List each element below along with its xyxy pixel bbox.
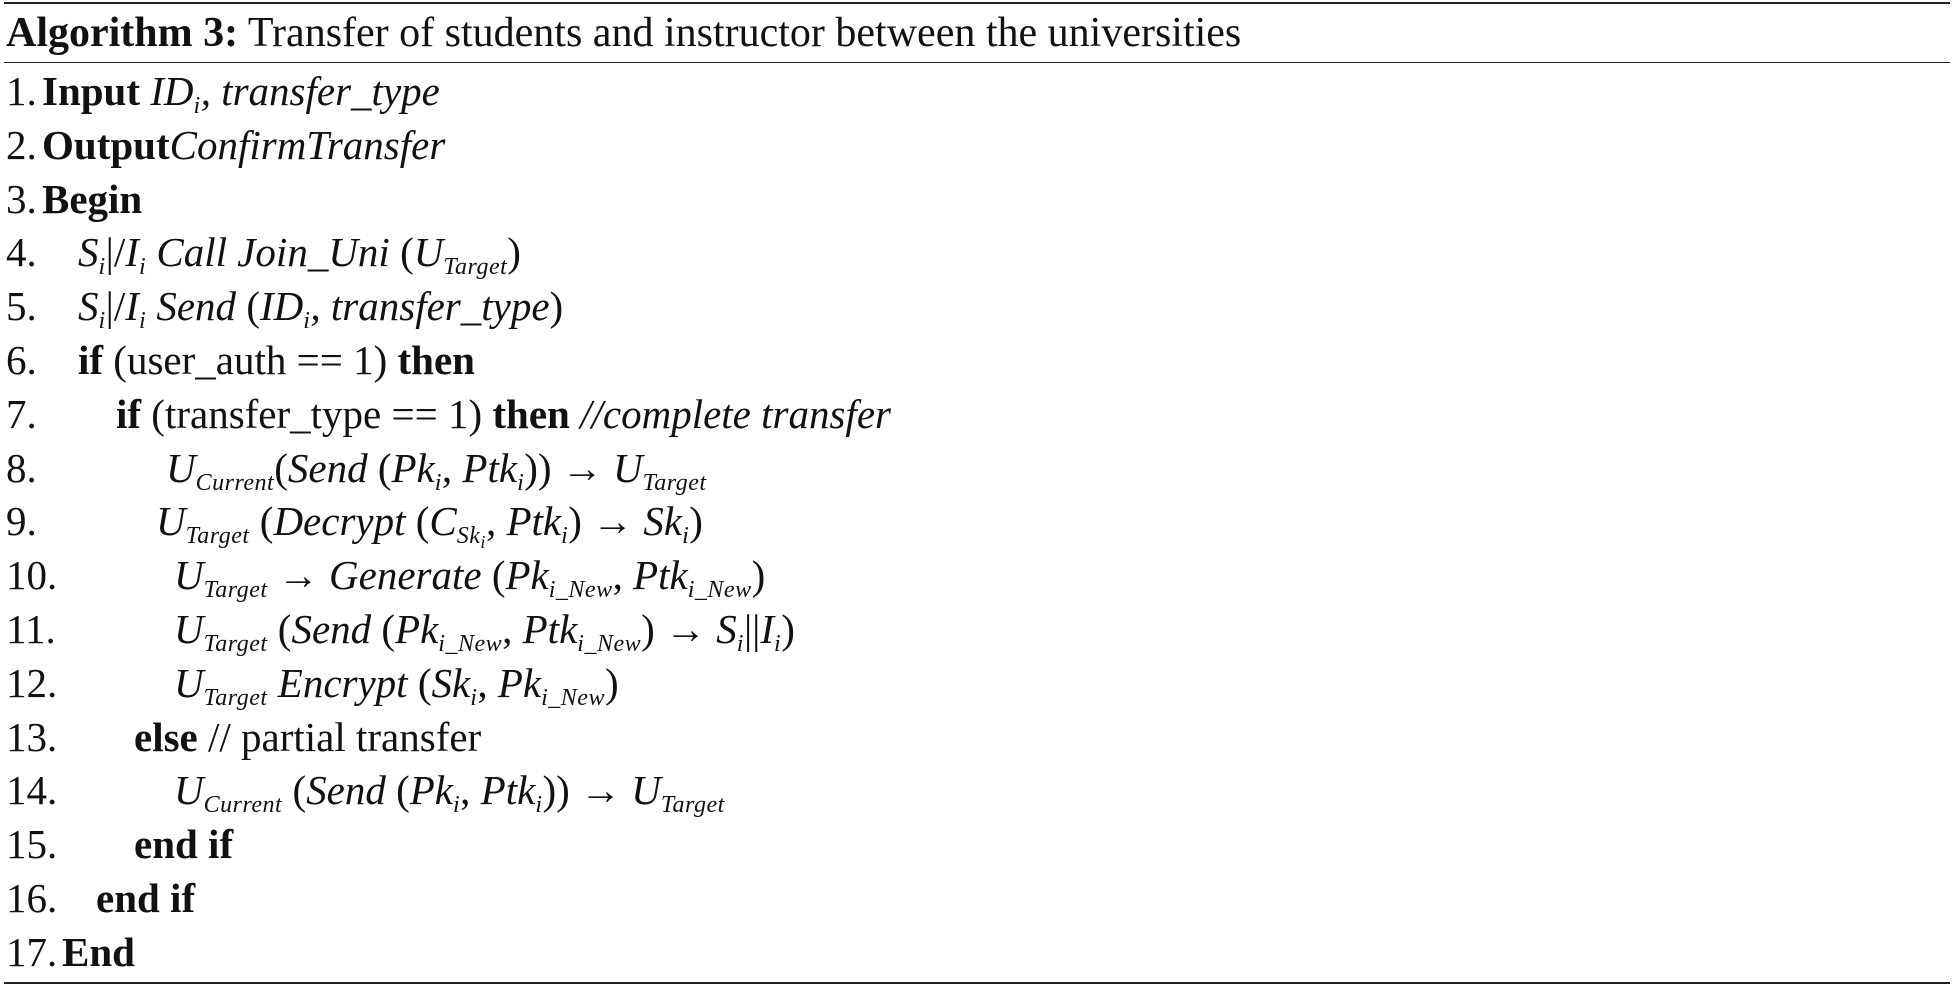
arrow: →	[654, 605, 717, 652]
sub: Target	[185, 523, 250, 550]
sub: i	[303, 308, 311, 335]
algorithm-line-12	[4, 657, 1950, 711]
var-c: C	[429, 498, 457, 545]
arrow: →	[569, 767, 632, 814]
keyword-end: End	[62, 928, 135, 975]
arrow: →	[551, 444, 614, 491]
var-i: I	[125, 229, 139, 276]
paren: )	[689, 498, 703, 545]
line-number: 7.	[6, 390, 37, 437]
paren: (	[367, 444, 392, 491]
line-number: 3.	[6, 175, 37, 222]
paren: )	[568, 498, 582, 545]
var-ptk: Ptk	[480, 767, 536, 814]
var-id: ID	[150, 68, 194, 114]
var-sk: Sk	[431, 659, 471, 706]
sub: i_New	[577, 630, 642, 657]
algorithm-box	[4, 2, 1950, 984]
call-join-uni: Call Join_Uni	[156, 229, 390, 276]
separator: ||	[743, 605, 761, 652]
var-ptk: Ptk	[506, 498, 562, 545]
var-s: S	[78, 229, 99, 276]
keyword-output: Output	[42, 121, 170, 168]
line-number: 15.	[6, 821, 58, 868]
sub: i	[193, 93, 201, 119]
algorithm-line-6	[4, 334, 1950, 388]
paren: ))	[542, 767, 570, 814]
var-u: U	[174, 659, 204, 706]
paren: (	[407, 659, 432, 706]
keyword-end-if: end if	[134, 821, 234, 868]
paren: )	[641, 605, 655, 652]
algorithm-line-2	[4, 119, 1950, 173]
algorithm-line-8	[4, 442, 1950, 496]
comma: ,	[502, 605, 523, 652]
paren: (	[371, 605, 396, 652]
line-code	[134, 711, 481, 765]
line-code	[78, 280, 563, 334]
arrow: →	[267, 552, 330, 599]
line-number: 4.	[6, 229, 37, 276]
decrypt: Decrypt	[273, 498, 406, 545]
algorithm-line-7	[4, 388, 1950, 442]
algorithm-line-16	[4, 872, 1950, 926]
var-i: I	[125, 283, 139, 330]
var-transfer-type: , transfer_type	[200, 68, 440, 114]
algorithm-line-9	[4, 495, 1950, 553]
paren: )	[507, 229, 521, 276]
sub: i	[736, 630, 744, 657]
sub: i_New	[548, 577, 613, 604]
comma: ,	[460, 767, 481, 814]
algorithm-line-15	[4, 818, 1950, 872]
condition: (transfer_type == 1)	[141, 390, 493, 437]
paren: (	[405, 498, 430, 545]
line-number: 16.	[6, 874, 58, 921]
encrypt: Encrypt	[267, 659, 408, 706]
algorithm-line-11	[4, 603, 1950, 657]
line-number: 2.	[6, 121, 37, 168]
paren: (	[282, 767, 307, 814]
line-code	[42, 173, 142, 227]
var-u: U	[174, 552, 204, 599]
line-code	[174, 657, 619, 711]
send: Send	[291, 605, 372, 652]
var-pk: Pk	[497, 659, 542, 706]
algorithm-line-17	[4, 926, 1950, 980]
var-pk: Pk	[505, 552, 549, 599]
var-ptk: Ptk	[633, 552, 688, 599]
line-number: 9.	[6, 498, 37, 545]
line-code	[174, 549, 765, 603]
send: Send	[156, 283, 237, 330]
var-pk: Pk	[409, 767, 453, 814]
line-code	[174, 603, 795, 657]
sub: Target	[203, 577, 268, 604]
condition: (user_auth == 1)	[103, 336, 398, 383]
algorithm-line-3	[4, 173, 1950, 227]
line-number: 11.	[6, 605, 56, 652]
sub: i	[561, 523, 569, 550]
sub: Target	[203, 630, 268, 657]
paren: ))	[524, 444, 552, 491]
sub: i	[535, 792, 543, 819]
var-s: S	[78, 283, 99, 330]
line-number: 17.	[6, 928, 58, 975]
algorithm-line-1	[4, 65, 1950, 119]
sub: i	[98, 254, 106, 281]
line-code	[42, 119, 445, 173]
caption-title: Transfer of students and instructor between the universities	[238, 10, 1242, 56]
paren: )	[751, 552, 766, 599]
send: Send	[287, 444, 368, 491]
keyword-if: if	[78, 336, 104, 383]
var-u: U	[174, 605, 204, 652]
var-pk: Pk	[395, 605, 439, 652]
line-number: 12.	[6, 659, 58, 706]
paren: (	[274, 444, 288, 491]
paren: (	[385, 767, 410, 814]
line-code	[78, 226, 521, 280]
var-transfer-type: , transfer_type	[310, 283, 550, 330]
comma: ,	[485, 498, 507, 545]
var-i: I	[760, 605, 775, 652]
sub: i_New	[687, 577, 752, 604]
comma: ,	[477, 659, 498, 706]
sub: i_New	[438, 630, 503, 657]
var-u: U	[613, 444, 643, 491]
comma: ,	[612, 552, 634, 599]
sub: Target	[203, 684, 268, 711]
sub: Target	[660, 792, 725, 819]
line-number: 5.	[6, 283, 37, 330]
var-id: ID	[259, 283, 304, 330]
line-number: 14.	[6, 767, 58, 814]
var-sk: Sk	[643, 498, 683, 545]
line-code	[134, 818, 233, 872]
var-u: U	[413, 229, 444, 276]
sub: Current	[195, 469, 275, 496]
var-u: U	[631, 767, 661, 814]
var-ptk: Ptk	[522, 605, 578, 652]
paren: (	[481, 552, 506, 599]
line-code	[166, 442, 707, 496]
keyword-else: else	[134, 713, 198, 760]
sub: Current	[203, 792, 283, 819]
algorithm-line-13	[4, 711, 1950, 765]
separator: |/	[105, 229, 126, 276]
line-number: 8.	[6, 444, 37, 491]
subsub: i	[480, 532, 486, 553]
var-u: U	[174, 767, 204, 814]
paren: )	[604, 659, 619, 706]
paren: (	[267, 605, 292, 652]
sub: i	[138, 254, 147, 281]
sub: i	[98, 308, 106, 335]
sub: i	[774, 630, 782, 657]
sub: i	[470, 684, 478, 711]
keyword-if: if	[116, 390, 142, 437]
algorithm-line-14	[4, 764, 1950, 818]
sub: i	[682, 523, 690, 550]
algorithm-line-10	[4, 549, 1950, 603]
paren: (	[389, 229, 414, 276]
sub: i	[434, 469, 442, 496]
sub: Target	[443, 254, 508, 281]
keyword-then: then	[492, 390, 570, 437]
var-s: S	[716, 605, 737, 652]
algorithm-body	[4, 63, 1950, 982]
line-code	[156, 495, 703, 553]
algorithm-line-5	[4, 280, 1950, 334]
line-code	[174, 764, 725, 818]
sub-sk: Sk	[456, 523, 481, 550]
sub: i_New	[541, 684, 605, 711]
line-number: 1.	[6, 68, 37, 114]
separator: |/	[105, 283, 126, 330]
sub: i	[453, 792, 461, 819]
paren: )	[549, 283, 564, 330]
sub: i	[517, 469, 525, 496]
line-code	[62, 926, 135, 980]
var-pk: Pk	[391, 444, 435, 491]
arrow: →	[581, 498, 644, 545]
paren: (	[249, 498, 274, 545]
sub: Target	[642, 469, 707, 496]
send: Send	[306, 767, 386, 814]
line-number: 6.	[6, 336, 37, 383]
line-number: 13.	[6, 713, 58, 760]
sub	[456, 523, 486, 553]
var-confirm-transfer: ConfirmTransfer	[169, 121, 446, 168]
line-code	[96, 872, 195, 926]
comma: ,	[441, 444, 463, 491]
line-number: 10.	[6, 552, 58, 599]
paren: (	[236, 283, 260, 330]
sub: i	[138, 308, 147, 335]
keyword-end-if: end if	[96, 874, 196, 921]
var-ptk: Ptk	[462, 444, 518, 491]
var-u: U	[166, 444, 196, 491]
keyword-then: then	[397, 336, 475, 383]
caption-label: Algorithm 3:	[6, 10, 239, 56]
comment: // partial transfer	[197, 713, 482, 760]
keyword-input: Input	[42, 68, 141, 114]
line-code	[42, 65, 440, 119]
line-code	[116, 388, 891, 442]
generate: Generate	[329, 552, 482, 599]
var-u: U	[156, 498, 186, 545]
algorithm-caption	[4, 4, 1950, 62]
line-code	[78, 334, 475, 388]
keyword-begin: Begin	[42, 175, 143, 222]
paren: )	[781, 605, 795, 652]
comment: //complete transfer	[569, 390, 891, 437]
algorithm-line-4	[4, 226, 1950, 280]
